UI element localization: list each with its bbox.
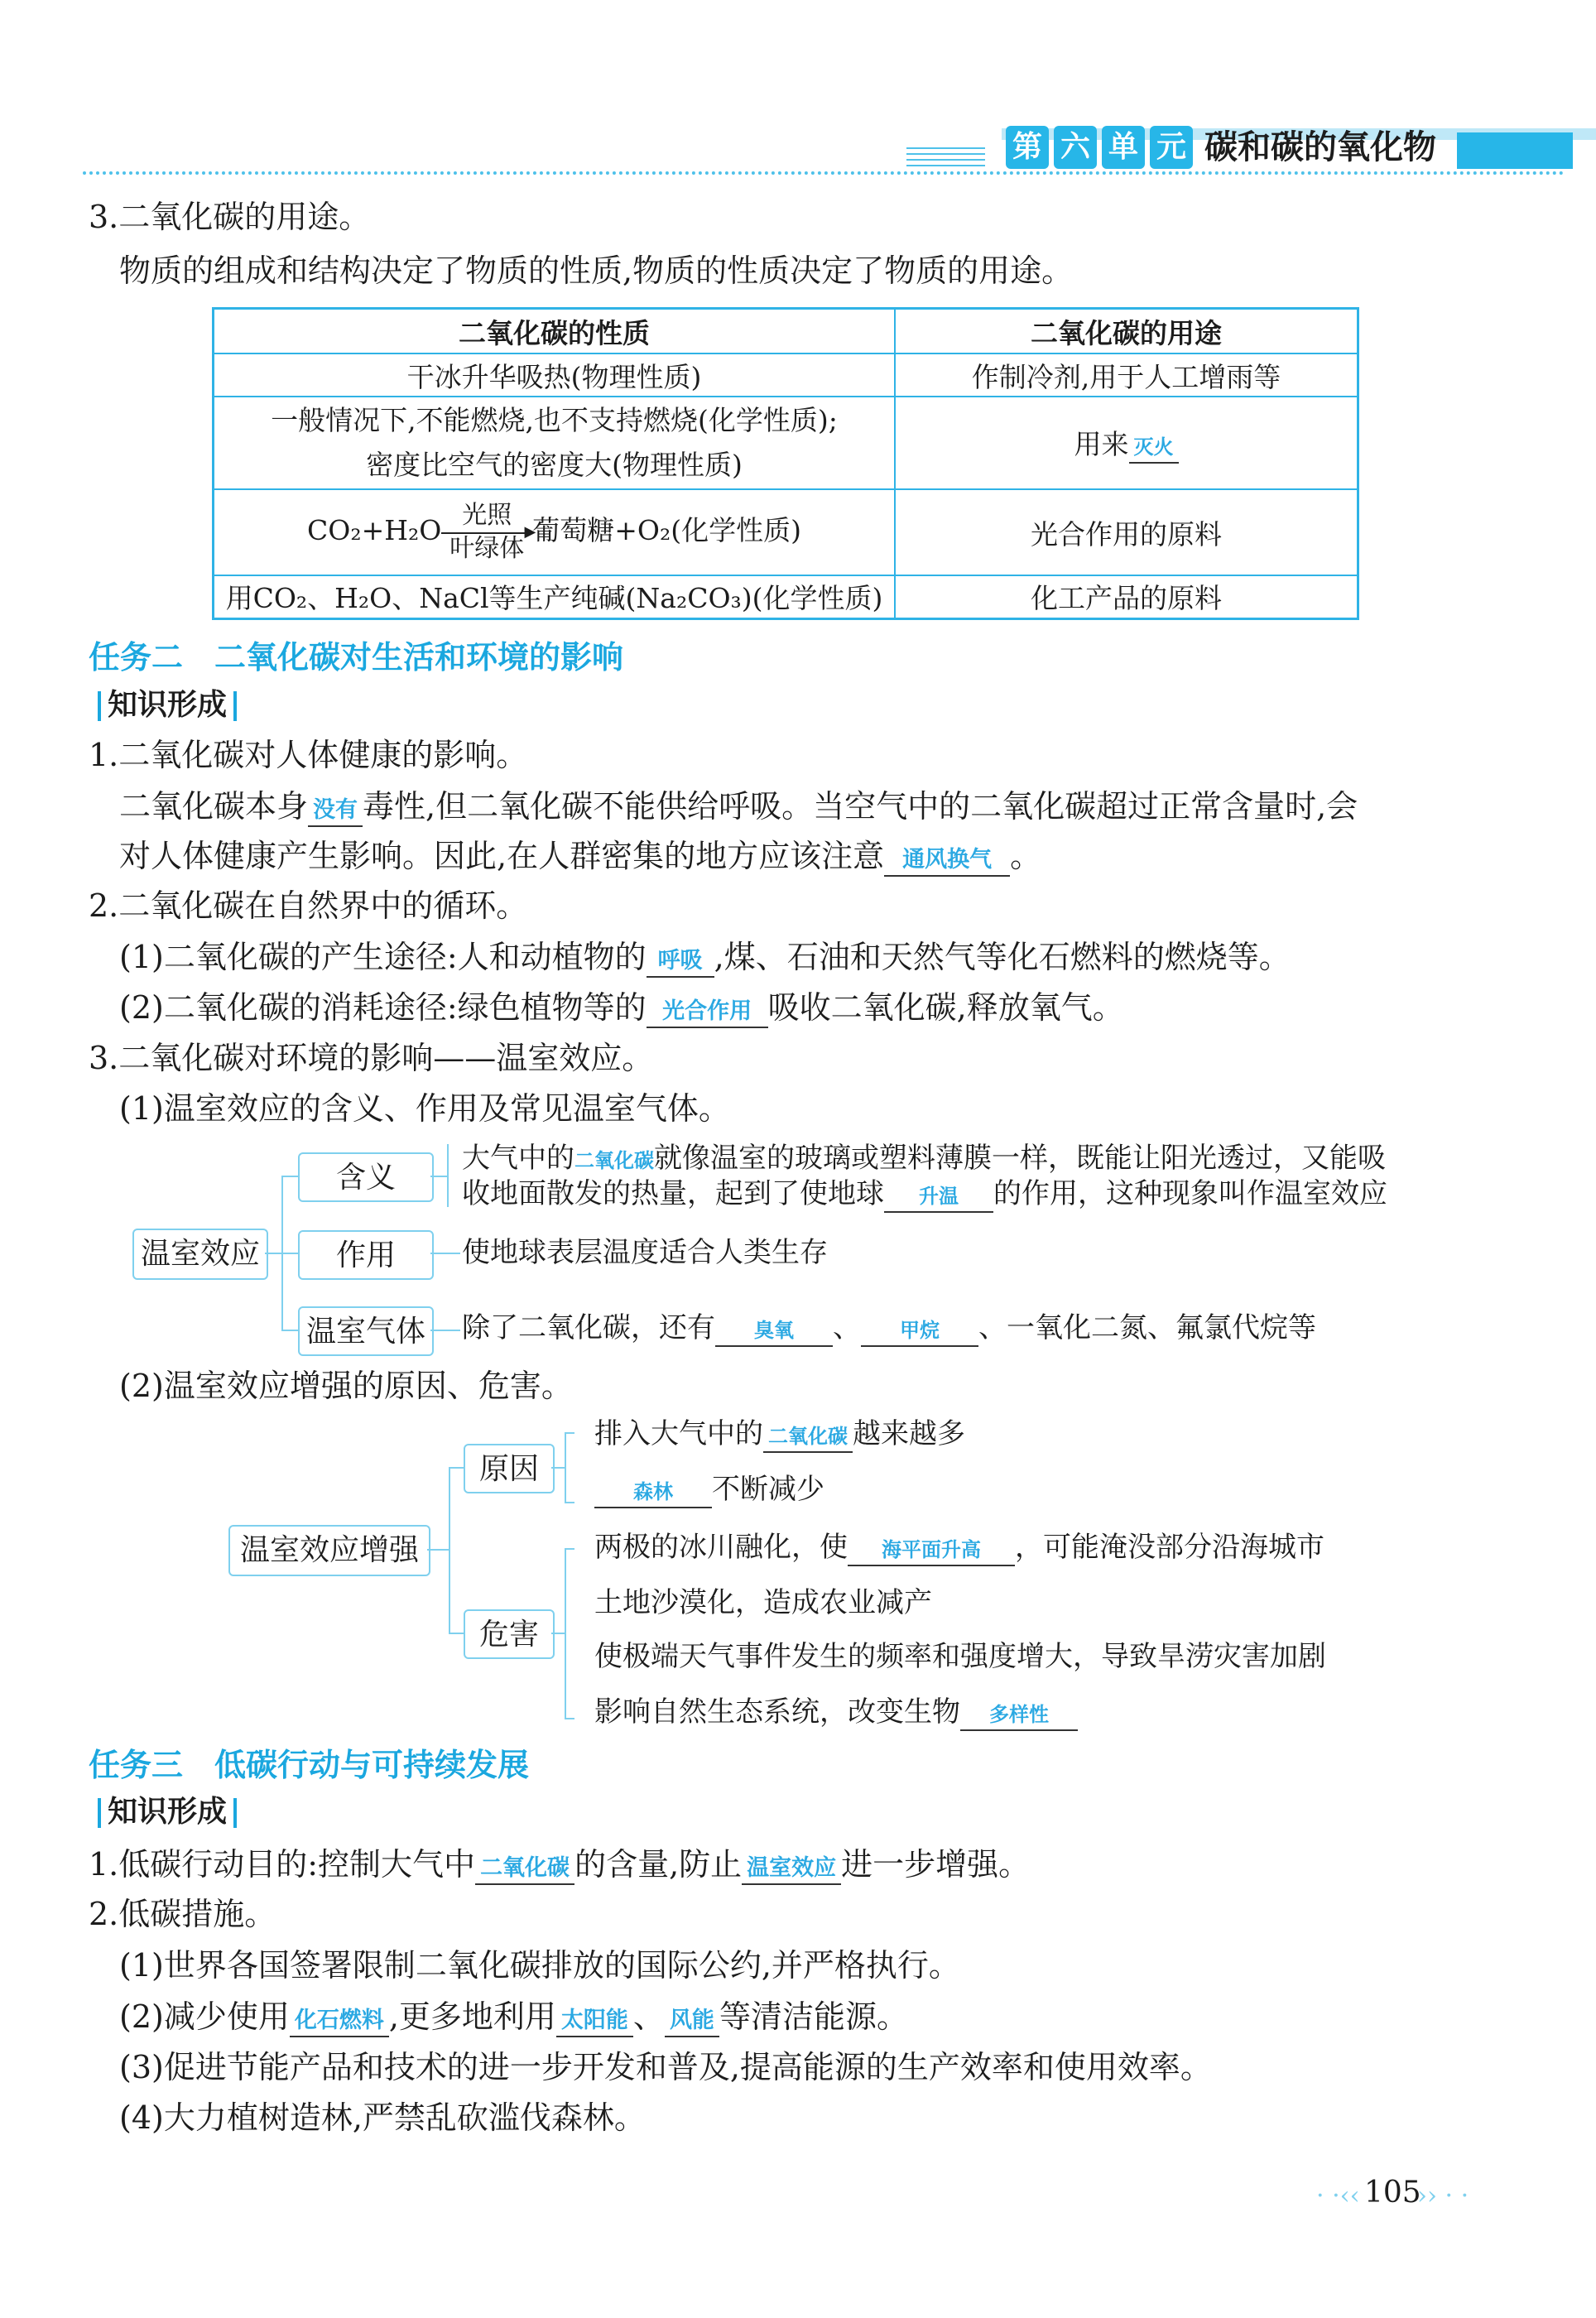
diagram-node: 温室气体 [298, 1306, 434, 1356]
knowledge-label-text: 知识形成 [108, 688, 228, 722]
bar-icon [233, 1798, 237, 1828]
header-divider [83, 171, 1565, 175]
diagram-root: 温室效应 [132, 1229, 268, 1280]
paragraph: 1.低碳行动目的:控制大气中 二氧化碳 的含量,防止 温室效应 进一步增强。 [89, 1843, 1030, 1886]
connector [430, 1176, 447, 1177]
knowledge-label [91, 1791, 243, 1834]
paragraph: 2.低碳措施。 [89, 1896, 276, 1932]
connector [449, 1633, 464, 1634]
connector [565, 1432, 574, 1434]
table-header-use: 二氧化碳的用途 [895, 309, 1358, 354]
knowledge-label [91, 684, 243, 727]
equation-left: CO₂+H₂O [307, 514, 442, 546]
paragraph: (1)世界各国签署限制二氧化碳排放的国际公约,并严格执行。 [119, 1947, 960, 1984]
diagram-text: 使极端天气事件发生的频率和强度增大，导致旱涝灾害加剧 [594, 1640, 1326, 1673]
connector [565, 1502, 574, 1503]
header-decoration [906, 147, 985, 169]
table-cell: 用CO₂、H₂O、NaCl等生产纯碱(Na₂CO₃)(化学性质) [214, 575, 896, 618]
diagram-node: 危害 [464, 1609, 555, 1659]
answer-blank: 海平面升高 [848, 1535, 1015, 1566]
answer-blank: 臭氧 [715, 1315, 833, 1347]
answer-blank: 太阳能 [556, 2006, 633, 2037]
table-header-property: 二氧化碳的性质 [214, 309, 896, 354]
paragraph: 2.二氧化碳在自然界中的循环。 [89, 887, 528, 924]
chapter-title: 碳和碳的氧化物 [1204, 128, 1436, 166]
unit-char-3: 单 [1102, 126, 1145, 169]
equation-right: 葡萄糖+O₂(化学性质) [532, 514, 801, 546]
paragraph: (2)二氧化碳的消耗途径:绿色植物等的 光合作用 吸收二氧化碳,释放氧气。 [119, 986, 1124, 1029]
diagram-text: 使地球表层温度适合人类生存 [462, 1236, 828, 1269]
answer-blank: 风能 [665, 2006, 719, 2037]
paragraph: 1.二氧化碳对人体健康的影响。 [89, 737, 528, 773]
answer-blank: 灭火 [1129, 432, 1179, 464]
table-cell [895, 397, 1358, 489]
header-tail [1457, 132, 1573, 169]
paragraph: 3.二氧化碳对环境的影响——温室效应。 [89, 1040, 654, 1076]
connector [449, 1467, 464, 1469]
answer-blank: 温室效应 [742, 1854, 841, 1885]
answer-blank: 二氧化碳 [763, 1421, 853, 1453]
bar-icon [98, 691, 101, 721]
connector [281, 1330, 298, 1331]
connector [565, 1432, 566, 1502]
connector [265, 1253, 281, 1254]
arrow-head-icon: ▶ [524, 523, 536, 541]
table-cell: 作制冷剂,用于人工增雨等 [895, 353, 1358, 397]
paragraph: (4)大力植树造林,严禁乱砍滥伐森林。 [119, 2099, 646, 2136]
answer-blank: 呼吸 [647, 946, 714, 978]
answer-blank: 森林 [594, 1477, 712, 1508]
answer-blank: 光合作用 [647, 997, 768, 1028]
table-cell: 化工产品的原料 [895, 575, 1358, 618]
bar-icon [98, 1798, 101, 1828]
connector [565, 1548, 574, 1550]
diagram-text: 影响自然生态系统，改变生物 多样性 [594, 1692, 1078, 1732]
answer-blank: 升温 [884, 1181, 993, 1213]
connector [427, 1549, 449, 1551]
diagram-text: 收地面散发的热量，起到了使地球 升温 的作用，这种现象叫作温室效应 [462, 1174, 1387, 1214]
condition-top: 光照 [462, 501, 512, 530]
connector [565, 1718, 574, 1719]
answer-blank: 没有 [308, 796, 363, 827]
diagram-node: 原因 [464, 1444, 555, 1493]
paragraph: 物质的组成和结构决定了物质的性质,物质的性质决定了物质的用途。 [119, 252, 1074, 289]
condition-bottom: 叶绿体 [449, 534, 525, 563]
diagram-text: 土地沙漠化，造成农业减产 [594, 1586, 932, 1619]
paragraph: (3)促进节能产品和技术的进一步开发和普及,提高能源的生产效率和使用效率。 [119, 2049, 1212, 2085]
diagram-text: 森林 不断减少 [594, 1469, 824, 1509]
answer-blank: 多样性 [960, 1700, 1078, 1731]
connector [281, 1176, 298, 1177]
connector [430, 1253, 460, 1254]
connector [447, 1144, 449, 1207]
diagram-text: 除了二氧化碳，还有 臭氧 、 甲烷 、一氧化二氮、氟氯代烷等 [462, 1308, 1316, 1348]
diagram-root: 温室效应增强 [228, 1525, 430, 1576]
diagram-text: 排入大气中的 二氧化碳 越来越多 [594, 1414, 965, 1454]
paragraph: (2)温室效应增强的原因、危害。 [119, 1368, 573, 1404]
paragraph: 对人体健康产生影响。因此,在人群密集的地方应该注意 通风换气 。 [119, 834, 1041, 878]
answer-blank: 通风换气 [884, 845, 1010, 877]
task-heading: 任务三 低碳行动与可持续发展 [89, 1747, 530, 1783]
cell-line: 一般情况下,不能燃烧,也不支持燃烧(化学性质); [271, 404, 838, 436]
properties-table [212, 307, 1359, 620]
answer-blank: 二氧化碳 [475, 1854, 574, 1885]
section-title: 3.二氧化碳的用途。 [89, 199, 371, 235]
cell-line: 密度比空气的密度大(物理性质) [366, 449, 743, 481]
diagram-text: 大气中的二氧化碳就像温室的玻璃或塑料薄膜一样，既能让阳光透过，又能吸 [462, 1142, 1386, 1175]
answer-blank: 二氧化碳 [574, 1149, 654, 1172]
answer-blank: 甲烷 [861, 1315, 978, 1347]
paragraph: (1)二氧化碳的产生途径:人和动植物的 呼吸 ,煤、石油和天然气等化石燃料的燃烧等。 [119, 935, 1291, 979]
decoration-dots: ›› · · [1417, 2181, 1469, 2210]
diagram-node: 含义 [298, 1152, 434, 1202]
reaction-arrow [441, 501, 536, 563]
paragraph: 二氧化碳本身 没有 毒性,但二氧化碳不能供给呼吸。当空气中的二氧化碳超过正常含量时,会 [119, 785, 1358, 828]
decoration-dots: · ·‹‹ [1316, 2181, 1360, 2210]
task-heading: 任务二 二氧化碳对生活和环境的影响 [89, 639, 624, 676]
connector [281, 1253, 298, 1254]
unit-char-2: 六 [1054, 126, 1097, 169]
connector [551, 1633, 565, 1634]
table-cell: 光合作用的原料 [895, 489, 1358, 575]
connector [565, 1548, 566, 1718]
table-cell [214, 397, 896, 489]
table-cell [214, 489, 896, 575]
diagram-node: 作用 [298, 1230, 434, 1280]
connector [449, 1467, 450, 1633]
diagram-text: 两极的冰川融化，使 海平面升高 ，可能淹没部分沿海城市 [594, 1527, 1324, 1567]
connector [430, 1330, 460, 1331]
answer-blank: 化石燃料 [290, 2006, 389, 2037]
page-number: 105 [1364, 2176, 1421, 2210]
unit-char-4: 元 [1150, 126, 1193, 169]
paragraph: (1)温室效应的含义、作用及常见温室气体。 [119, 1090, 730, 1127]
knowledge-label-text: 知识形成 [108, 1795, 228, 1829]
table-cell: 干冰升华吸热(物理性质) [214, 353, 896, 397]
connector [551, 1467, 565, 1469]
unit-char-1: 第 [1006, 126, 1049, 169]
cell-text: 用来 [1074, 427, 1129, 460]
paragraph: (2)减少使用 化石燃料 ,更多地利用 太阳能 、 风能 等清洁能源。 [119, 1995, 908, 2038]
bar-icon [233, 691, 237, 721]
